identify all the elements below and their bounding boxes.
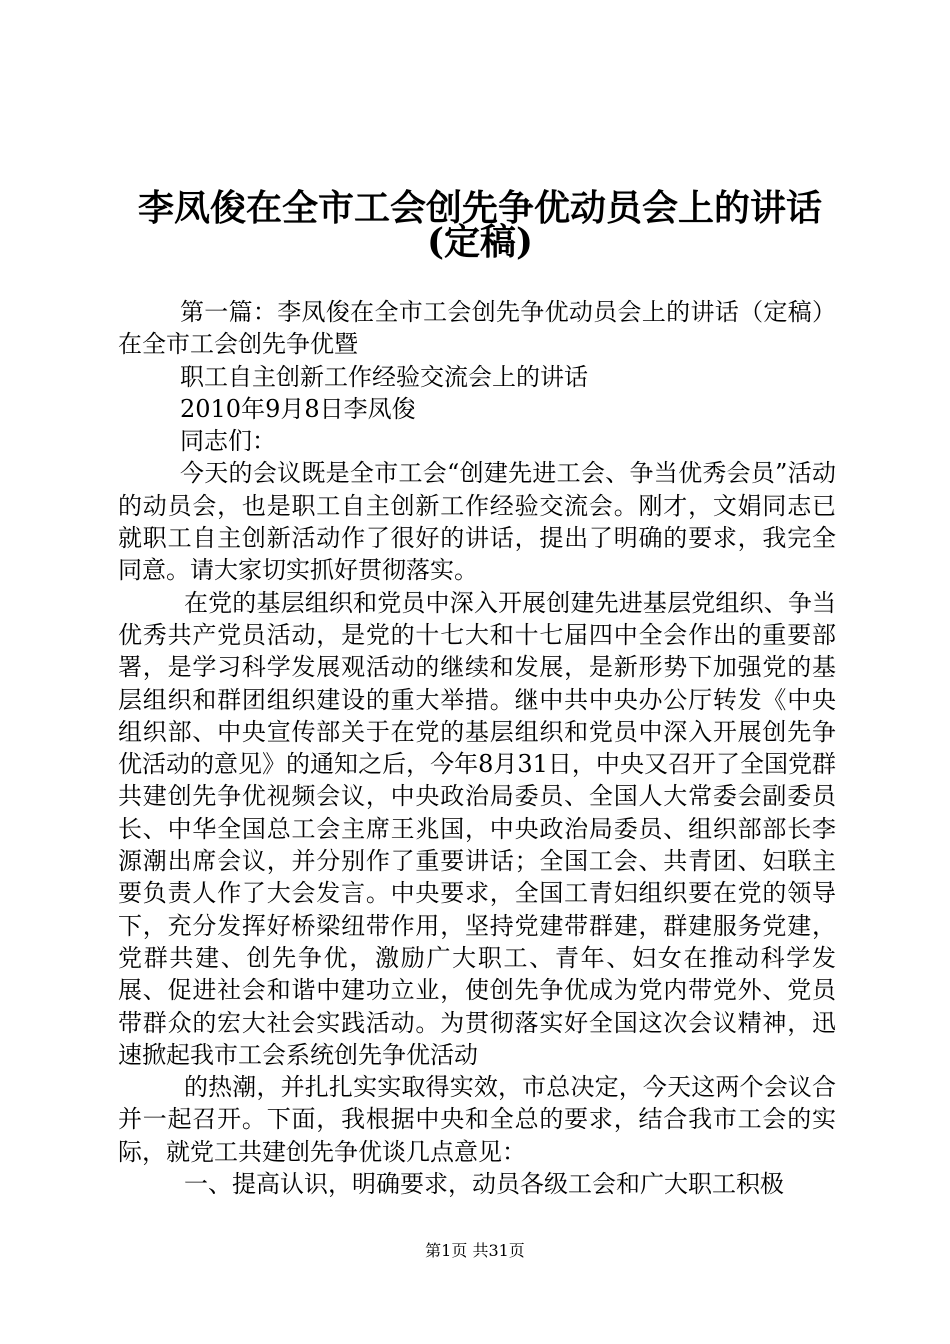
document-title-suffix: (定稿)	[426, 221, 534, 263]
paragraph-heading: 第一篇：李凤俊在全市工会创先争优动员会上的讲话（定稿）在全市工会创先争优暨	[118, 298, 836, 359]
paragraph-continuation: 的热潮，并扎扎实实取得实效，市总决定，今天这两个会议合并一起召开。下面，我根据中央和全总的要求，结合我市工会的实际，就党工共建创先争优谈几点意见：	[118, 1073, 836, 1166]
paragraph-date-author: 2010年9月8日李凤俊	[180, 394, 416, 423]
paragraph-main: 在党的基层组织和党员中深入开展创建先进基层党组织、争当优秀共产党员活动，是党的十七大和十七届四中全会作出的重要部署，是学习科学发展观活动的继续和发展，是新形势下加强党的基层组织和群团组织建设的重大举措。继中共中央办公厅转发《中央组织部、中央宣传部关于在党的基层组织和党员中深入开展创先争优活动的意见》的通知之后，今年8月31日，中央又召开了全国党群共建创先争优视频会议，中央政治局委员、全国人大常委会副委员长、中华全国总工会主席王兆国，中央政治局委员、组织部部长李源潮出席会议，并分别作了重要讲话；全国工会、共青团、妇联主要负责人作了大会发言。中央要求，全国工青妇组织要在党的领导下，充分发挥好桥梁纽带作用，坚持党建带群建，群建服务党建，党群共建、创先争优，激励广大职工、青年、妇女在推动科学发展、促进社会和谐中建功立业，使创先争优成为党内带党外、党员带群众的宏大社会实践活动。为贯彻落实好全国这次会议精神，迅速掀起我市工会系统创先争优活动	[118, 588, 836, 1069]
paragraph-intro: 今天的会议既是全市工会“创建先进工会、争当优秀会员”活动的动员会，也是职工自主创新工作经验交流会。刚才，文娟同志已就职工自主创新活动作了很好的讲话，提出了明确的要求，我完全同意。请大家切实抓好贯彻落实。	[118, 459, 836, 585]
paragraph-salutation: 同志们：	[180, 427, 276, 456]
document-title: 李凤俊在全市工会创先争优动员会上的讲话	[137, 187, 822, 229]
document-body	[118, 296, 836, 1200]
page-number-footer: 第1页 共31页	[425, 1241, 525, 1260]
paragraph-subtitle: 职工自主创新工作经验交流会上的讲话	[180, 362, 588, 391]
paragraph-section-one: 一、提高认识，明确要求，动员各级工会和广大职工积极	[184, 1170, 784, 1199]
